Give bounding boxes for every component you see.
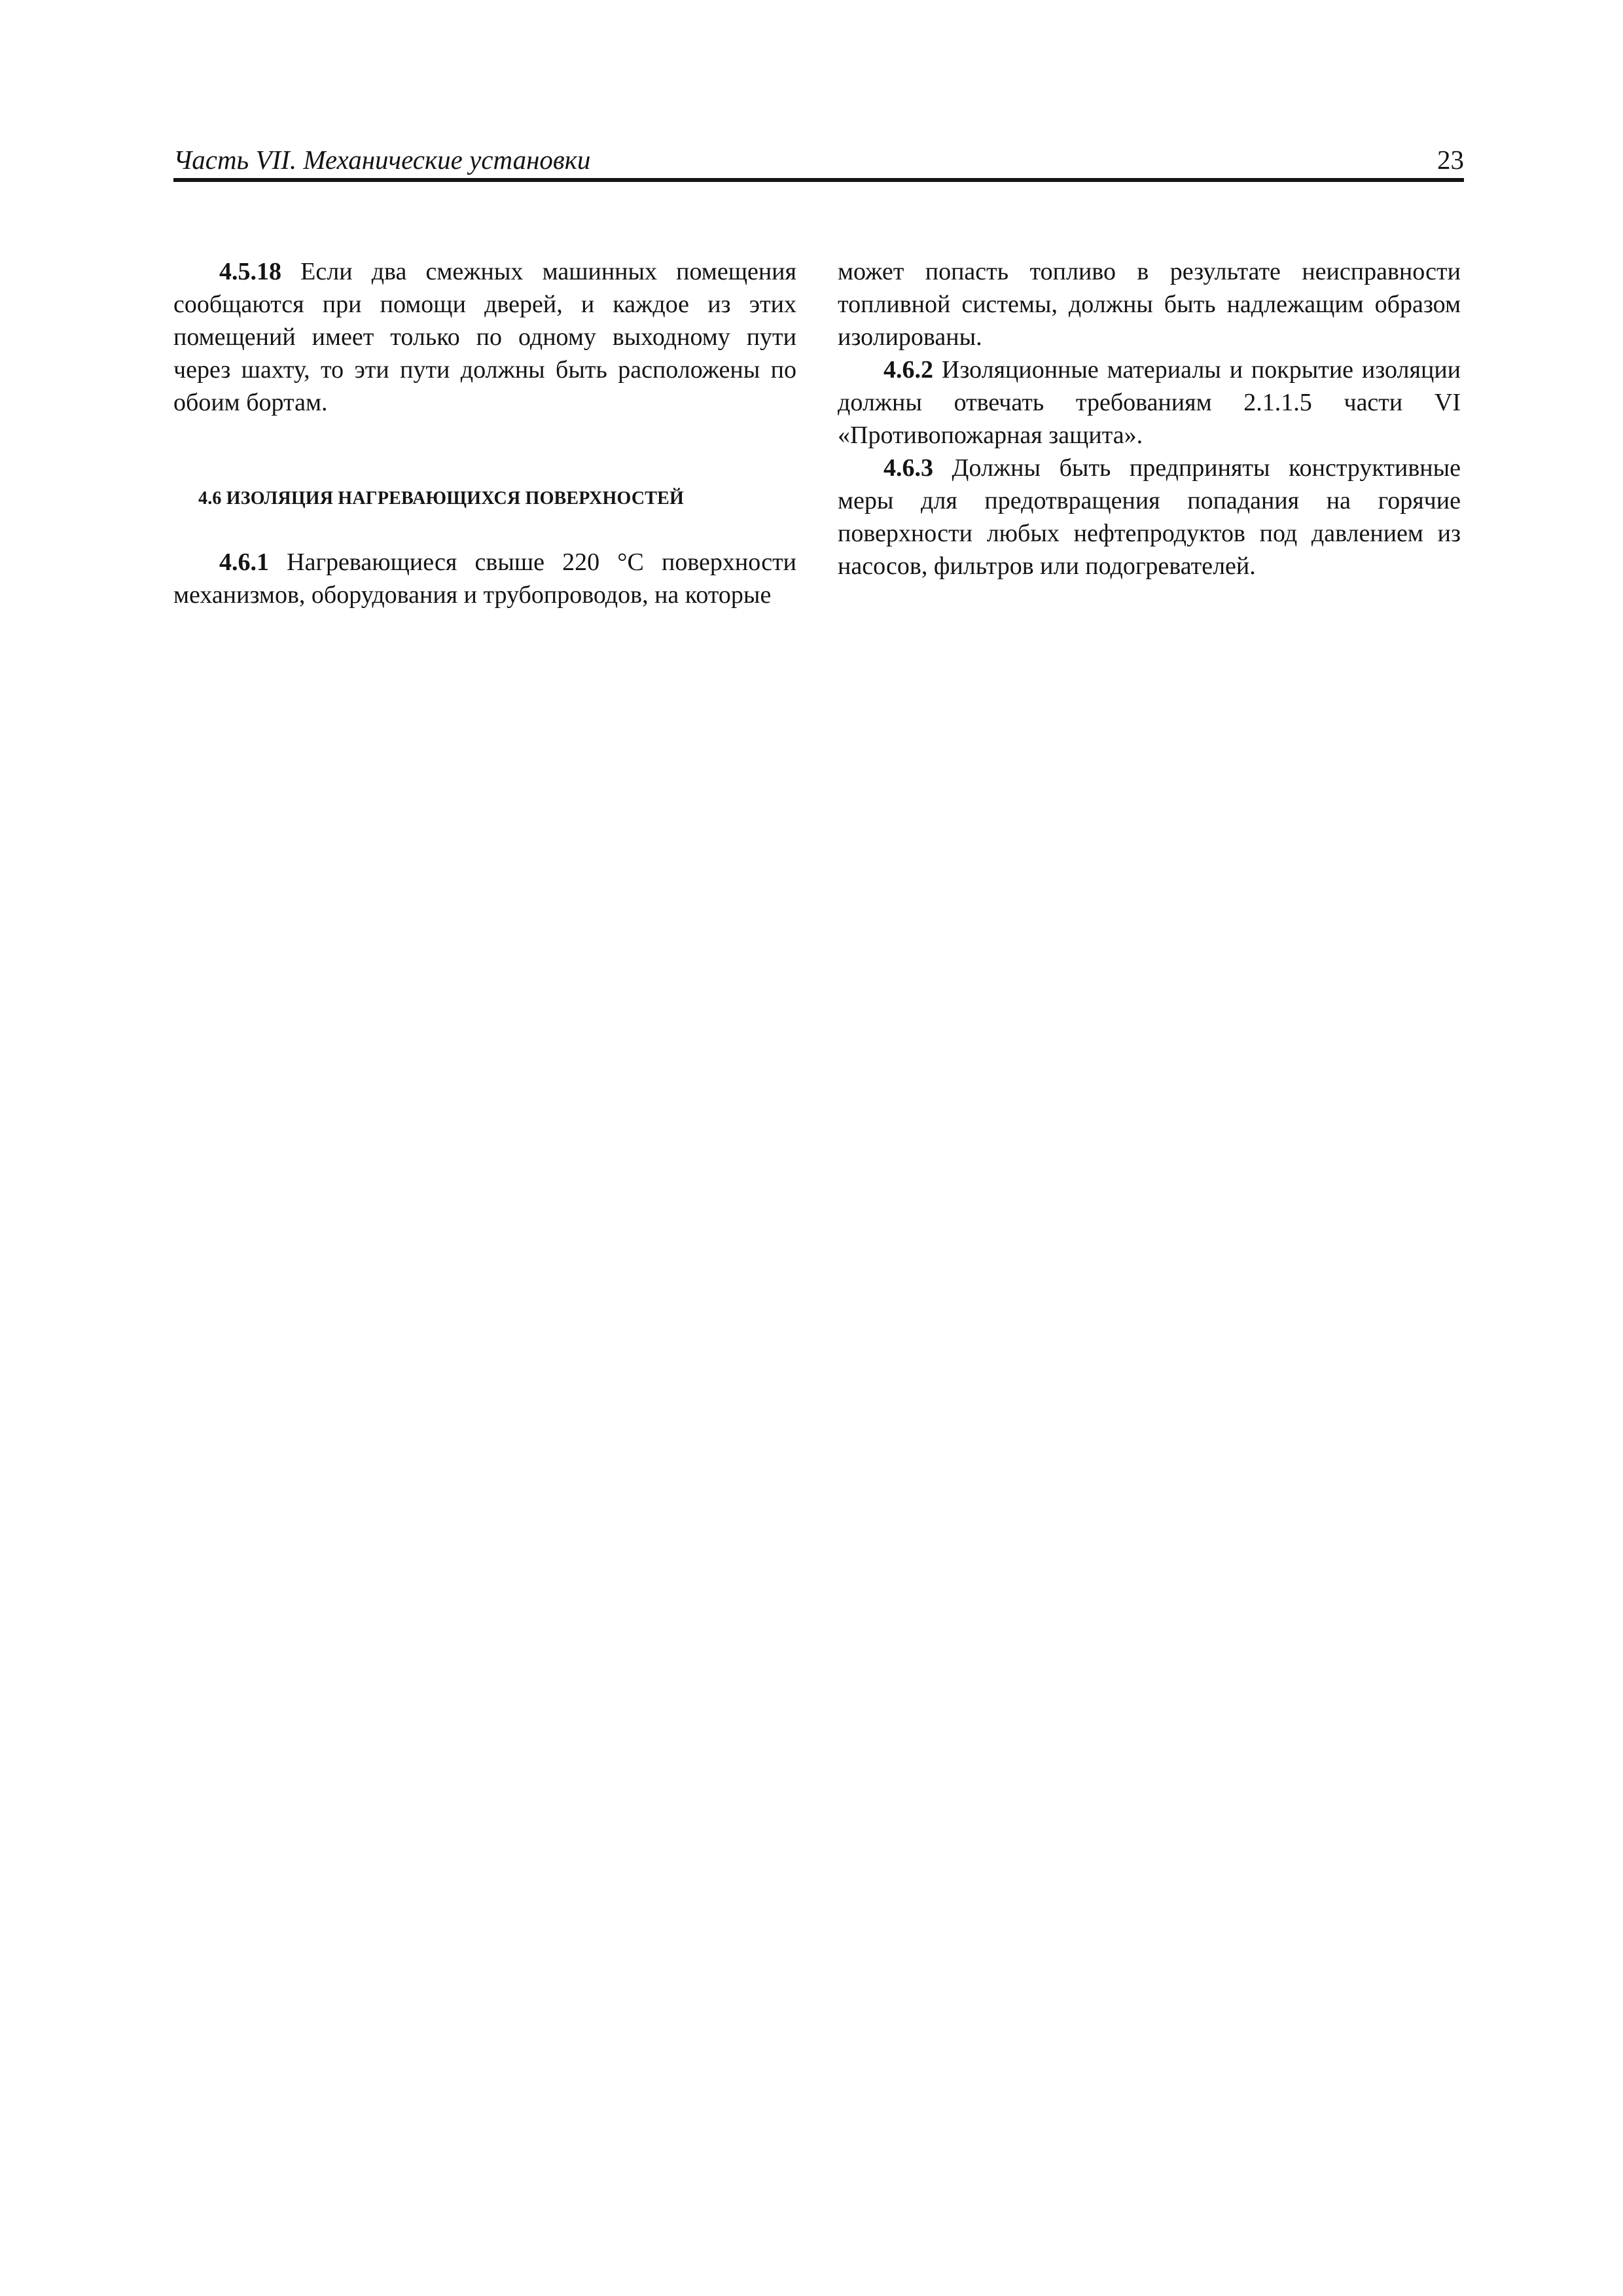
paragraph-number: 4.5.18: [219, 258, 281, 285]
right-column: [838, 255, 1461, 583]
paragraph-number: 4.6.2: [883, 356, 933, 384]
paragraph-number: 4.6.3: [883, 454, 933, 482]
paragraph-4-6-1: [173, 546, 796, 611]
paragraph-4-6-3: [838, 452, 1461, 583]
page-number: 23: [1437, 145, 1464, 175]
running-title: Часть VII. Механические установки: [173, 145, 591, 175]
paragraph-text: Должны быть предприняты конструктивные меры для предотвращения попадания на горячие поверхности любых нефтепродуктов под давлением из насосов, фильтров или подогревателей.: [838, 454, 1461, 580]
paragraph-number: 4.6.1: [219, 548, 269, 576]
left-column: [173, 255, 796, 611]
section-heading-4-6: 4.6 ИЗОЛЯЦИЯ НАГРЕВАЮЩИХСЯ ПОВЕРХНОСТЕЙ: [198, 488, 684, 509]
paragraph-text: Нагревающиеся свыше 220 °C поверхности механизмов, оборудования и трубопроводов, на которые: [173, 548, 796, 609]
paragraph-4-5-18: [173, 255, 796, 419]
paragraph-4-6-1-continued: может попасть топливо в результате неисправности топливной системы, должны быть надлежащим образом изолированы.: [838, 258, 1461, 351]
paragraph-text: Если два смежных машинных помещения сообщаются при помощи дверей, и каждое из этих помещений имеет только по одному выходному пути через шахту, то эти пути должны быть расположены по обоим бортам.: [173, 258, 796, 416]
page-header: [173, 144, 1464, 182]
paragraph-text: Изоляционные материалы и покрытие изоляции должны отвечать требованиям 2.1.1.5 части VI «Противопожарная защита».: [838, 356, 1461, 449]
paragraph-4-6-2: [838, 353, 1461, 452]
